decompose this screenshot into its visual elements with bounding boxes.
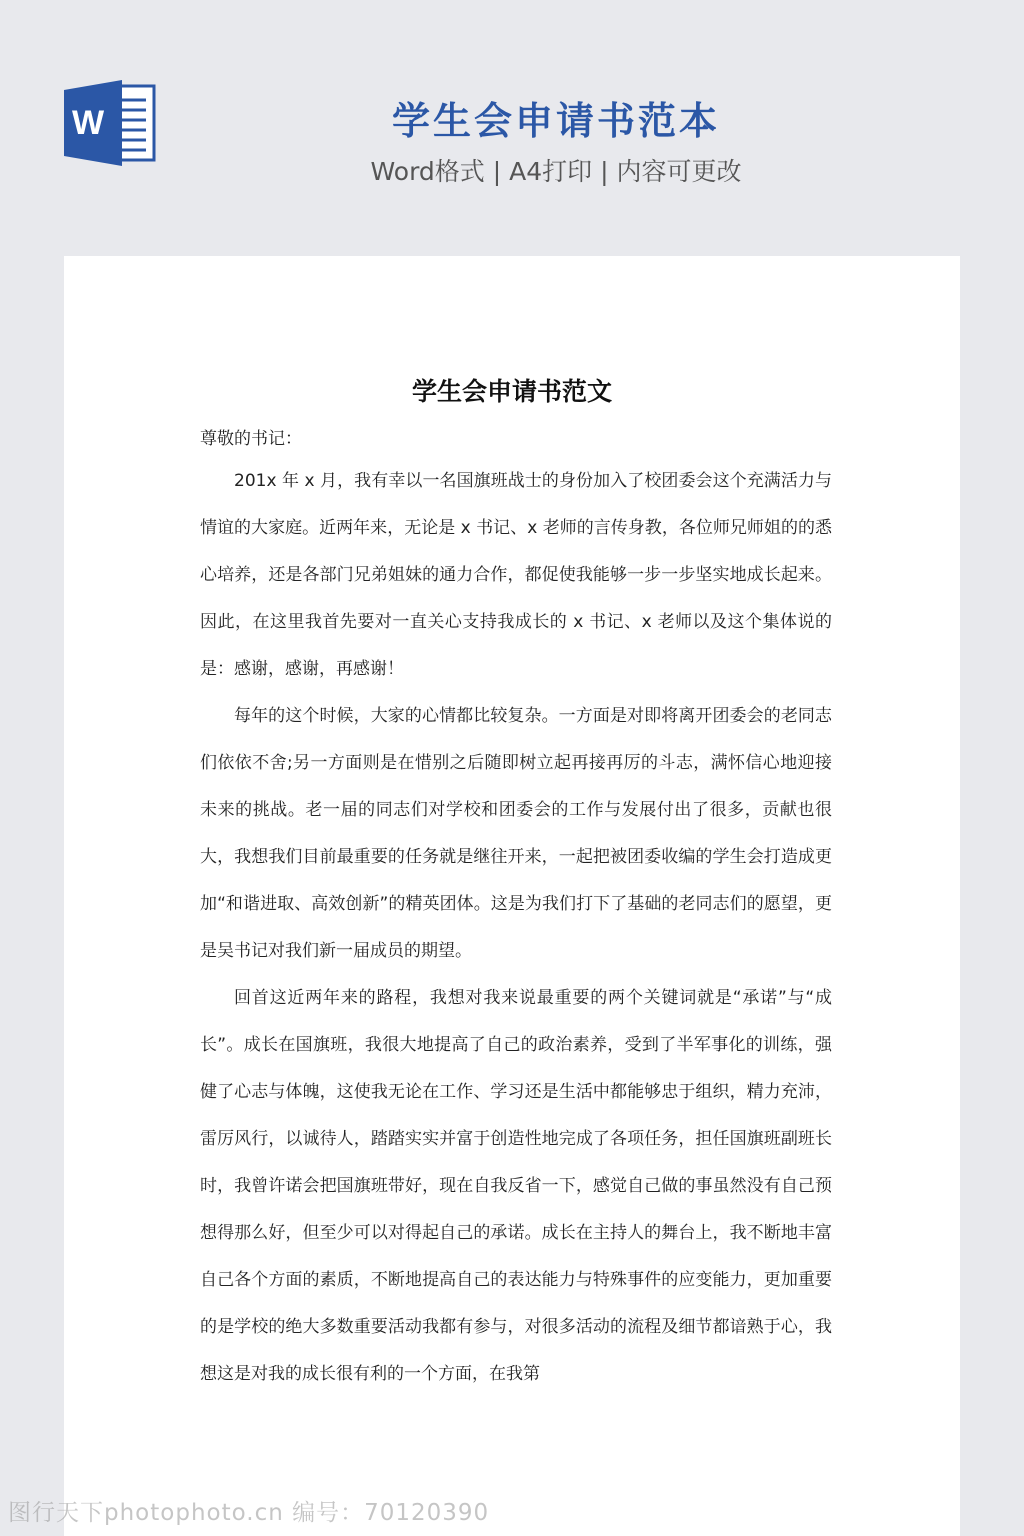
word-icon-letter: W	[71, 104, 105, 142]
page-header	[0, 0, 1024, 256]
paragraph: 回首这近两年来的路程，我想对我来说最重要的两个关键词就是“承诺”与“成长”。成长在国旗班，我很大地提高了自己的政治素养，受到了半军事化的训练，强健了心志与体魄，这使我无论在工作、学习还是生活中都能够忠于组织，精力充沛，雷厉风行，以诚待人，踏踏实实并富于创造性地完成了各项任务，担任国旗班副班长时，我曾许诺会把国旗班带好，现在自我反省一下，感觉自己做的事虽然没有自己预想得那么好，但至少可以对得起自己的承诺。成长在主持人的舞台上，我不断地丰富自己各个方面的素质，不断地提高自己的表达能力与特殊事件的应变能力，更加重要的是学校的绝大多数重要活动我都有参与，对很多活动的流程及细节都谙熟于心，我想这是对我的成长很有利的一个方面，在我第	[200, 988, 832, 1384]
paragraph: 每年的这个时候，大家的心情都比较复杂。一方面是对即将离开团委会的老同志们依依不舍;另一方面则是在惜别之后随即树立起再接再厉的斗志，满怀信心地迎接未来的挑战。老一届的同志们对学校和团委会的工作与发展付出了很多，贡献也很大，我想我们目前最重要的任务就是继往开来，一起把被团委收编的学生会打造成更加“和谐进取、高效创新”的精英团体。这是为我们打下了基础的老同志们的愿望，更是吴书记对我们新一届成员的期望。	[200, 706, 832, 961]
watermark: 图行天下photophoto.cn 编号：70120390	[8, 1500, 490, 1526]
document-greeting: 尊敬的书记：	[200, 429, 302, 449]
document-page	[64, 256, 960, 1536]
word-doc-icon	[62, 80, 158, 166]
page-subtitle: Word格式 | A4打印 | 内容可更改	[370, 157, 742, 186]
document-title: 学生会申请书范文	[411, 377, 612, 406]
page-title: 学生会申请书范本	[391, 99, 720, 143]
paragraph: 201x 年 x 月，我有幸以一名国旗班战士的身份加入了校团委会这个充满活力与情谊的大家庭。近两年来，无论是 x 书记、x 老师的言传身教，各位师兄师姐的的悉心培养，还是各部门兄弟姐妹的通力合作，都促使我能够一步一步坚实地成长起来。因此，在这里我首先要对一直关心支持我成长的 x 书记、x 老师以及这个集体说的是：感谢，感谢，再感谢！	[200, 471, 832, 679]
document-body	[200, 458, 832, 1398]
